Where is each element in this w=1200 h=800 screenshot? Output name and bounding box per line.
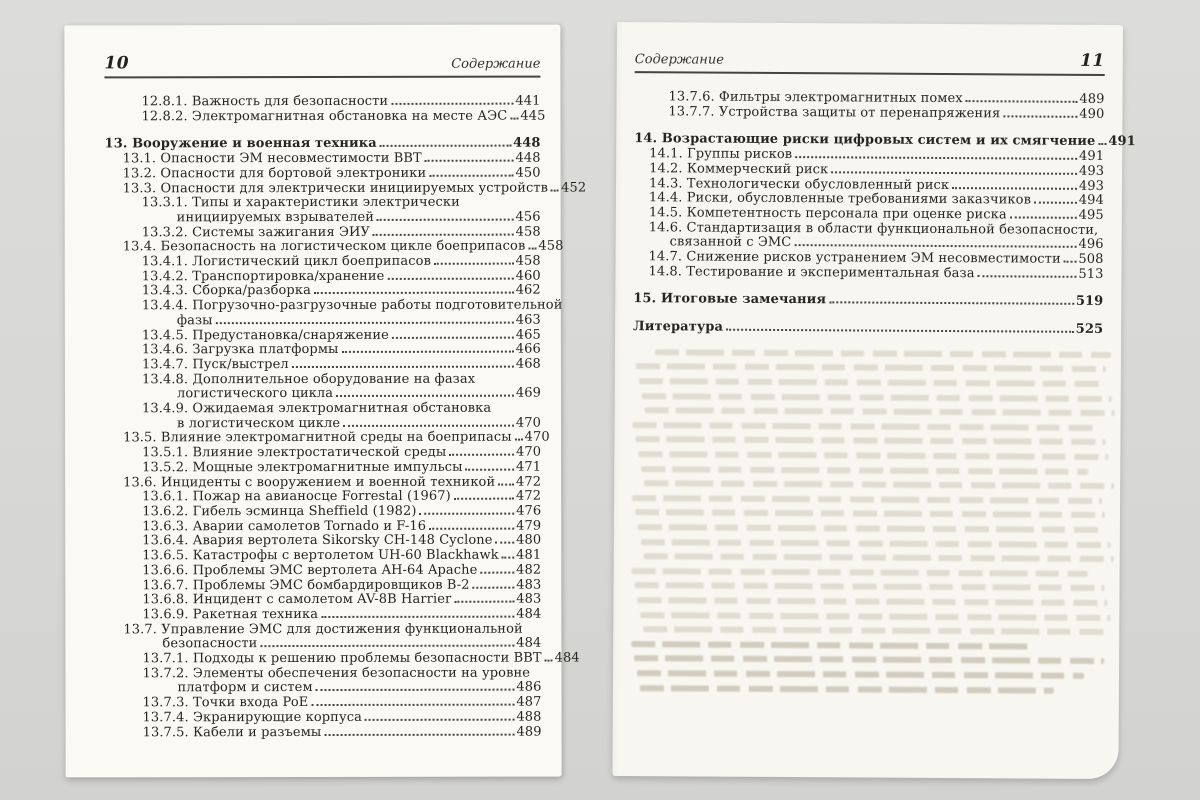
page-ref: 489 — [516, 724, 542, 740]
toc-entry-title: 13.6.2. Гибель эсминца Sheffield (1982) — [142, 503, 417, 520]
page-ref: 494 — [1078, 193, 1104, 209]
dot-leader — [831, 171, 1077, 175]
toc-entry-title: 13.6.3. Аварии самолетов Tornado и F-16 — [142, 518, 427, 534]
toc-entry — [142, 446, 541, 461]
running-header: Содержание — [451, 56, 541, 72]
toc-entry-title: 13.6.8. Инцидент с самолетом AV-8B Harrier — [142, 591, 452, 608]
toc-entry-title: безопасности — [162, 636, 258, 652]
page-ref: 490 — [1079, 106, 1105, 122]
page-ref: 487 — [516, 694, 542, 710]
toc-entry-title: 13.4.1. Логистический цикл боеприпасов — [141, 253, 432, 270]
toc-entry — [143, 696, 542, 711]
dot-leader — [392, 336, 514, 338]
dot-leader — [795, 156, 1077, 160]
dot-leader — [454, 498, 514, 500]
toc-entry — [123, 166, 541, 181]
toc-entry — [142, 505, 541, 520]
toc-entry-continuation — [177, 313, 541, 328]
bleedthrough-line — [638, 524, 1103, 533]
toc-entry-title: 14.2. Коммерческий риск — [649, 161, 829, 178]
dot-leader — [1034, 202, 1077, 204]
toc-entry-title: 14.7. Снижение рисков устранением ЭМ несовместимости — [648, 249, 1061, 267]
bleedthrough-line — [641, 539, 1111, 548]
bleedthrough-line — [635, 437, 1105, 446]
toc-entry-title: 13.7.7. Устройства защиты от перенапряжения — [668, 104, 1001, 122]
dot-leader — [449, 454, 514, 456]
toc-entry-title: фазы — [176, 313, 213, 329]
dot-leader — [365, 718, 515, 720]
page-ref: 508 — [1078, 251, 1104, 268]
dot-leader — [1003, 115, 1077, 117]
toc-entry — [142, 372, 541, 387]
toc-entry-title: 13.5. Влияние электромагнитной среды на боеприпасы — [123, 430, 512, 446]
page-ref: 513 — [1078, 266, 1104, 282]
dot-leader — [528, 248, 536, 250]
page-ref: 483 — [516, 577, 542, 593]
toc-entry — [141, 108, 546, 125]
toc-list-left — [104, 93, 587, 741]
page-ref: 462 — [515, 283, 541, 299]
page-ref: 452 — [561, 180, 587, 196]
dot-leader — [545, 660, 553, 662]
toc-entry-title: 12.8.2. Электромагнитная обстановка на месте АЭС — [141, 108, 508, 125]
toc-entry — [141, 297, 563, 314]
page-ref: 470 — [515, 415, 542, 431]
bleedthrough-line — [639, 378, 1104, 387]
toc-entry — [633, 320, 1103, 338]
page-ref: 488 — [516, 709, 542, 725]
page-header — [104, 53, 540, 79]
dot-leader — [1010, 216, 1077, 218]
bleedthrough-line — [640, 612, 1110, 621]
page-ref: 489 — [1079, 91, 1105, 107]
page-ref: 472 — [516, 474, 542, 490]
dot-leader — [952, 187, 1077, 190]
page-ref: 476 — [516, 503, 542, 519]
toc-entry-title: 13.7.1. Подходы к решению проблемы безопасности ВВТ — [142, 650, 542, 667]
dot-leader — [292, 366, 514, 368]
toc-entry-title: 14.6. Стандартизация в области функциональной безопасности, — [648, 219, 1099, 238]
page-ref: 483 — [516, 591, 542, 607]
toc-entry-title: 13.1. Опасности ЭМ несовместимости ВВТ — [122, 150, 422, 167]
dot-leader — [387, 277, 513, 279]
bleedthrough-line — [632, 495, 1102, 504]
page-ref: 466 — [515, 341, 541, 357]
dot-leader — [480, 571, 514, 573]
bleedthrough-text — [631, 349, 1103, 694]
dot-leader — [314, 292, 514, 294]
toc-entry-title: 13.6.1. Пожар на авианосце Forrestal (1967) — [142, 489, 451, 505]
dot-leader — [454, 601, 514, 603]
toc-entry-title: 14.4. Риски, обусловленные требованиями заказчиков — [648, 190, 1032, 208]
dot-leader — [316, 689, 515, 691]
page-ref: 456 — [515, 209, 541, 225]
bleedthrough-line — [634, 655, 1104, 664]
bleedthrough-line — [636, 364, 1106, 373]
bleedthrough-line — [635, 509, 1105, 518]
page-ref: 491 — [1079, 148, 1105, 165]
bleedthrough-line — [643, 626, 1104, 635]
toc-entry-title: 13.5.2. Мощные электромагнитные импульсы — [142, 459, 463, 476]
dot-leader — [342, 351, 514, 353]
toc-entry — [142, 593, 541, 608]
bleedthrough-line — [642, 393, 1112, 402]
toc-entry — [123, 152, 541, 167]
toc-entry-title: 13.7.4. Экранирующие корпуса — [142, 709, 362, 726]
toc-entry — [142, 196, 541, 211]
page-ref: 468 — [515, 356, 541, 372]
page-ref: 460 — [515, 268, 541, 284]
dot-leader — [429, 527, 514, 529]
toc-entry-title: 13. Вооружение и военная техника — [104, 136, 377, 152]
dot-leader — [1098, 143, 1106, 145]
dot-leader — [966, 100, 1078, 103]
bleedthrough-line — [641, 466, 1088, 475]
toc-entry-title: 13.4.6. Загрузка платформы — [141, 342, 339, 358]
toc-entry-continuation — [177, 211, 541, 226]
toc-entry-title: 13.3.1. Типы и характеристики электрически — [141, 194, 460, 211]
folio-number: 11 — [1080, 50, 1105, 71]
toc-entry-title: 13.4. Безопасность на логистическом цикле боеприпасов — [122, 238, 526, 255]
toc-entry — [142, 608, 541, 623]
dot-leader — [1064, 261, 1077, 263]
toc-entry-title: 13.3.2. Системы зажигания ЭИУ — [141, 224, 370, 240]
dot-leader — [216, 321, 514, 324]
dot-leader — [380, 145, 511, 147]
toc-entry-title: 15. Итоговые замечания — [633, 291, 827, 308]
toc-entry — [143, 710, 542, 725]
dot-leader — [510, 117, 518, 119]
page-ref: 458 — [515, 253, 541, 269]
toc-entry-title: связанной с ЭМС — [669, 234, 792, 251]
page-ref: 458 — [538, 238, 564, 254]
toc-entry-title: 13.6.5. Катастрофы с вертолетом UH-60 Blackhawk — [142, 547, 499, 564]
page-ref: 448 — [515, 150, 541, 166]
dot-leader — [391, 103, 513, 105]
dot-leader — [324, 733, 514, 735]
toc-entry-title: 13.4.7. Пуск/выстрел — [141, 356, 289, 373]
dot-leader — [434, 263, 514, 265]
toc-entry-title: 13.7.6. Фильтры электромагнитных помех — [668, 89, 963, 107]
toc-entry — [142, 255, 541, 270]
bleedthrough-line — [655, 349, 1111, 358]
page-ref: 472 — [516, 488, 542, 504]
toc-entry-title: 13.7.3. Точки входа PoE — [142, 695, 309, 711]
page-ref: 463 — [515, 312, 541, 328]
page-ref: 495 — [1078, 207, 1104, 223]
dot-leader — [373, 233, 514, 235]
toc-entry-title: 12.8.1. Важность для безопасности — [141, 93, 389, 110]
page-ref: 491 — [1108, 134, 1136, 150]
toc-entry — [141, 95, 540, 110]
page-ref: 484 — [516, 635, 542, 651]
page-header — [635, 48, 1105, 76]
dot-leader — [429, 174, 513, 176]
book-page-left — [64, 25, 587, 778]
dot-leader — [978, 275, 1077, 278]
page-ref: 480 — [516, 532, 542, 549]
toc-entry — [142, 460, 541, 475]
page-ref: 525 — [1075, 321, 1104, 338]
page-ref: 458 — [515, 224, 541, 240]
page-ref: 441 — [515, 93, 541, 109]
dot-leader — [420, 513, 515, 515]
toc-entry-title: инициируемых взрывателей — [176, 209, 375, 226]
bleedthrough-line — [644, 480, 1114, 489]
dot-leader — [829, 302, 1074, 305]
toc-entry — [142, 666, 541, 681]
dot-leader — [794, 244, 1076, 248]
folio-number: 10 — [104, 53, 130, 74]
toc-entry-title: 14.3. Технологически обусловленный риск — [648, 175, 950, 193]
toc-entry-title: 13.6.7. Проблемы ЭМС бомбардировщиков B-2 — [142, 577, 470, 593]
toc-entry-title: логистического цикла — [176, 386, 334, 402]
toc-entry-title: 14.5. Компетентность персонала при оценке риска — [648, 205, 1007, 223]
page-ref: 482 — [516, 562, 542, 578]
dot-leader — [425, 160, 514, 162]
toc-entry-title: 13.4.3. Сборка/разборка — [141, 283, 311, 299]
bleedthrough-line — [638, 451, 1108, 460]
dot-leader — [515, 439, 523, 441]
toc-entry — [633, 293, 1103, 311]
toc-entry-title: 13.4.8. Дополнительное оборудование на фазах — [141, 371, 476, 387]
page-ref: 465 — [515, 327, 541, 343]
toc-entry-title: 14. Возрастающие риски цифровых систем и их смягчение — [634, 131, 1096, 150]
toc-entry-title: 13.4.4. Погрузочно-разгрузочные работы подготовительной — [141, 297, 563, 314]
page-ref: 484 — [554, 650, 580, 666]
toc-entry-title: 13.7. Управление ЭМС для достижения функциональной — [123, 621, 523, 637]
page-ref: 445 — [520, 108, 546, 124]
page-ref: 493 — [1078, 178, 1105, 194]
dot-leader — [377, 219, 514, 221]
toc-entry-title: платформ и систем — [177, 680, 313, 696]
page-ref: 470 — [524, 430, 550, 446]
dot-leader — [496, 542, 515, 544]
bleedthrough-line — [633, 422, 1094, 431]
toc-entry-title: 14.1. Группы рисков — [649, 146, 793, 163]
toc-entry-title: 13.4.5. Предустановка/снаряжение — [141, 327, 389, 343]
toc-entry — [142, 269, 541, 284]
dot-leader — [726, 329, 1074, 333]
toc-entry-title: 13.4.9. Ожидаемая электромагнитная обстановка — [142, 400, 492, 417]
toc-entry — [142, 358, 541, 373]
toc-entry-title: 13.3. Опасности для электрически инициируемых устройств — [122, 180, 549, 196]
dot-leader — [260, 645, 514, 647]
toc-entry-title: 13.6.4. Авария вертолета Sikorsky CH-148 Cyclone — [142, 533, 493, 549]
page-ref: 484 — [516, 606, 542, 622]
dot-leader — [473, 586, 515, 588]
toc-entry — [143, 725, 542, 740]
bleedthrough-line — [632, 568, 1088, 577]
dot-leader — [336, 395, 514, 397]
toc-entry — [142, 343, 541, 358]
toc-entry — [142, 650, 580, 667]
toc-entry-title: 13.6.9. Ракетная техника — [142, 606, 319, 623]
bleedthrough-line — [637, 670, 1084, 679]
dot-leader — [551, 189, 559, 191]
bleedthrough-line — [644, 553, 1114, 562]
page-ref: 493 — [1078, 163, 1105, 179]
dot-leader — [502, 557, 514, 559]
page-ref: 469 — [515, 385, 542, 402]
dot-leader — [321, 616, 514, 618]
running-header: Содержание — [634, 52, 725, 68]
toc-entry-title: 13.7.2. Элементы обеспечения безопасности на уровне — [142, 665, 531, 682]
toc-entry-title: 13.6.6. Проблемы ЭМС вертолета AH-64 Apache — [142, 562, 478, 579]
bleedthrough-line — [645, 407, 1115, 416]
dot-leader — [343, 424, 514, 426]
page-ref: 471 — [515, 459, 542, 475]
toc-entry — [142, 549, 541, 564]
page-ref: 481 — [516, 547, 542, 563]
dot-leader — [466, 469, 514, 471]
page-ref: 486 — [516, 680, 542, 696]
toc-entry — [142, 402, 541, 417]
toc-entry — [142, 563, 541, 578]
toc-entry-title: 13.2. Опасности для бортовой электроники — [122, 165, 427, 182]
bleedthrough-line — [635, 582, 1105, 591]
toc-entry-title: 14.8. Тестирование и экспериментальная база — [648, 263, 975, 281]
toc-entry — [668, 105, 1104, 122]
bleedthrough-line — [640, 685, 1054, 694]
toc-list-right — [633, 89, 1136, 338]
toc-entry-title: Литература — [633, 319, 724, 335]
toc-entry-title: 13.7.5. Кабели и разъемы — [142, 724, 322, 740]
page-ref: 496 — [1078, 237, 1104, 253]
page-ref: 448 — [513, 136, 541, 152]
page-ref: 519 — [1075, 294, 1104, 310]
toc-entry — [142, 328, 541, 343]
toc-entry — [123, 622, 541, 637]
toc-entry-title: в логистическом цикле — [177, 415, 341, 432]
toc-entry-title: 13.5.1. Влияние электростатической среды — [142, 444, 447, 461]
book-page-right — [612, 22, 1136, 779]
toc-entry-title: 13.6. Инциденты с вооружением и военной техникой — [123, 474, 496, 490]
toc-entry-title: 13.4.2. Транспортировка/хранение — [141, 268, 385, 285]
dot-leader — [498, 483, 514, 485]
page-ref: 479 — [516, 518, 542, 534]
dot-leader — [311, 704, 514, 706]
toc-entry — [648, 265, 1103, 282]
page-ref: 470 — [515, 444, 542, 460]
page-ref: 450 — [515, 165, 541, 181]
bleedthrough-line — [637, 597, 1107, 606]
bleedthrough-line — [631, 641, 1035, 649]
toc-entry-continuation — [177, 681, 541, 696]
